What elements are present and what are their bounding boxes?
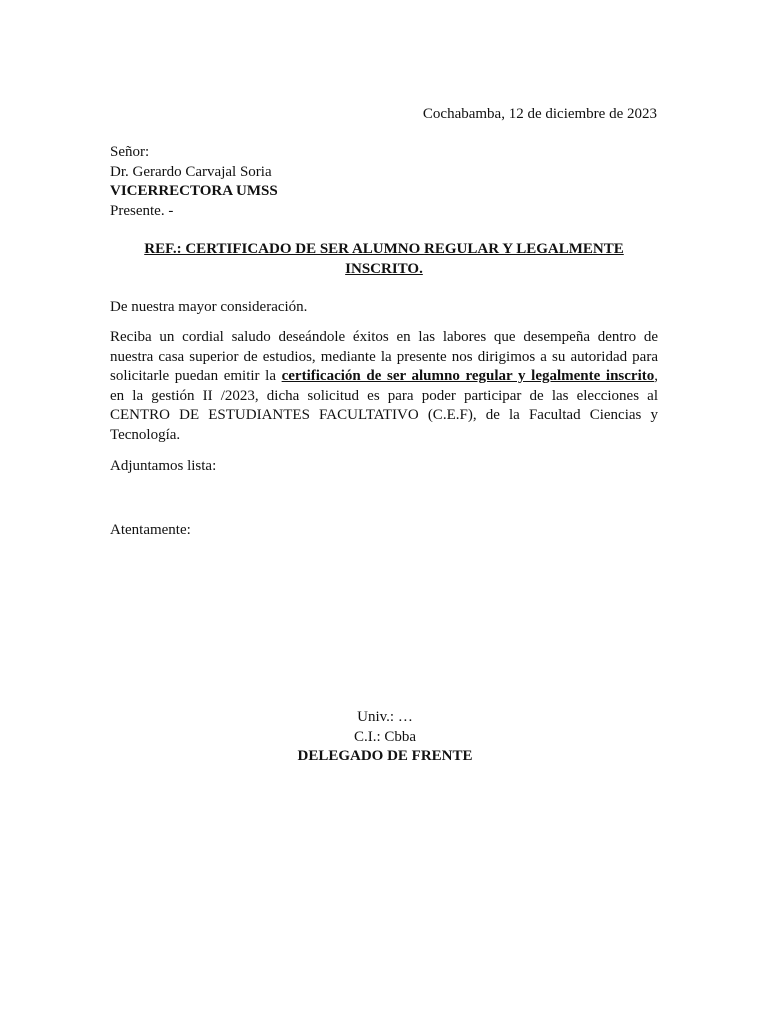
addressee-position: VICERRECTORA UMSS	[110, 183, 278, 199]
addressee-name: Dr. Gerardo Carvajal Soria	[110, 163, 272, 180]
addressee-block	[110, 143, 278, 221]
body-line-3-post: ,	[654, 368, 658, 385]
reference-line-1: REF.: CERTIFICADO DE SER ALUMNO REGULAR Y LEGALMENTE	[144, 241, 624, 257]
addressee-presente: Presente. -	[110, 202, 174, 219]
reference-line	[110, 239, 658, 279]
body-line-4: en la gestión II /2023, dicha solicitud es para poder participar de las elecciones al	[110, 387, 658, 404]
signature-univ: Univ.: …	[357, 709, 413, 725]
body-line-3	[110, 367, 658, 387]
body-line-5: CENTRO DE ESTUDIANTES FACULTATIVO (C.E.F), de la Facultad Ciencias y	[110, 407, 658, 424]
reference-line-2: INSCRITO.	[345, 261, 423, 277]
body-line-1: Reciba un cordial saludo deseándole éxitos en las labores que desempeña dentro de	[110, 329, 658, 345]
body-paragraph	[110, 328, 658, 446]
signature-block	[230, 708, 540, 767]
signature-role: DELEGADO DE FRENTE	[297, 748, 473, 764]
body-line-2: nuestra casa superior de estudios, mediante la presente nos dirigimos a su autoridad para	[110, 348, 658, 365]
body-line-6: Tecnología.	[110, 426, 181, 443]
certification-emphasis: certificación de ser alumno regular y legalmente inscrito	[281, 368, 655, 385]
closing: Atentamente:	[110, 522, 191, 538]
letter-date: Cochabamba, 12 de diciembre de 2023	[422, 106, 657, 122]
body-line-3-pre: solicitarle puedan emitir la	[110, 368, 282, 385]
signature-ci: C.I.: Cbba	[353, 728, 417, 745]
greeting: De nuestra mayor consideración.	[110, 299, 308, 315]
attachment-note: Adjuntamos lista:	[110, 458, 217, 474]
addressee-salutation: Señor:	[110, 144, 150, 160]
